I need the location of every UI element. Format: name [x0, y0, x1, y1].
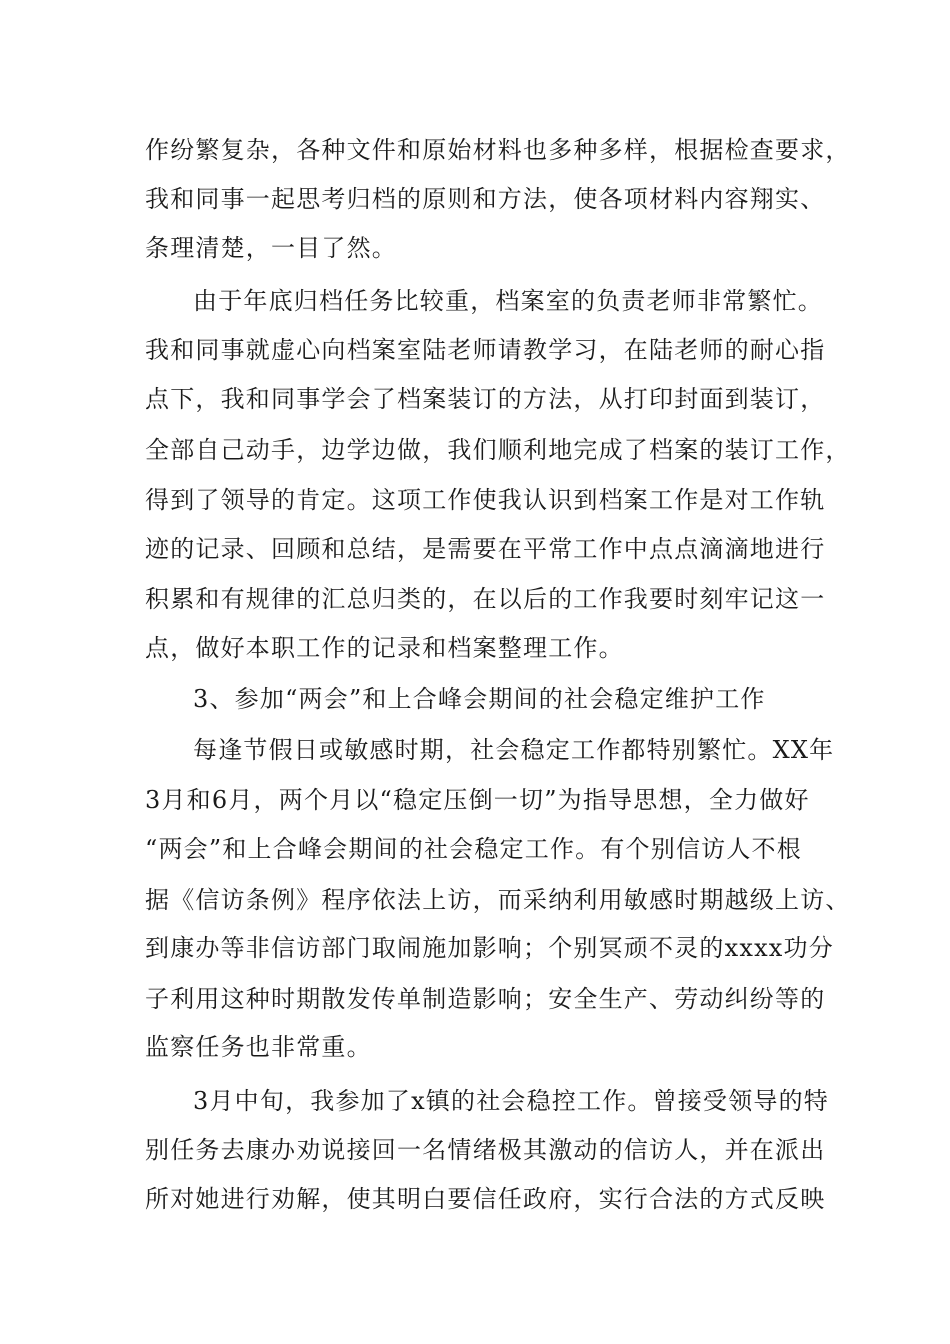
text-line: “两会”和上合峰会期间的社会稳定工作。有个别信访人不根 [145, 835, 802, 863]
text-line: 到康办等非信访部门取闹施加影响；个别冥顽不灵的xxxx功分 [145, 934, 834, 962]
text-line: 点，做好本职工作的记录和档案整理工作。 [145, 634, 624, 662]
section-heading: 3、参加“两会”和上合峰会期间的社会稳定维护工作 [193, 685, 766, 713]
paragraph-start-line: 由于年底归档任务比较重，档案室的负责老师非常繁忙。 [193, 287, 823, 315]
text-line: 据《信访条例》程序依法上访，而采纳利用敏感时期越级上访、 [145, 886, 851, 914]
paragraph-start-line: 3月中旬，我参加了x镇的社会稳控工作。曾接受领导的特 [193, 1087, 830, 1115]
text-line: 监察任务也非常重。 [145, 1033, 372, 1061]
text-line: 条理清楚，一目了然。 [145, 234, 397, 262]
text-line: 子利用这种时期散发传单制造影响；安全生产、劳动纠纷等的 [145, 985, 826, 1013]
text-line: 作纷繁复杂，各种文件和原始材料也多种多样，根据检查要求， [145, 136, 851, 164]
text-line: 我和同事就虚心向档案室陆老师请教学习，在陆老师的耐心指 [145, 336, 826, 364]
text-line: 所对她进行劝解，使其明白要信任政府，实行合法的方式反映 [145, 1185, 826, 1213]
text-line: 得到了领导的肯定。这项工作使我认识到档案工作是对工作轨 [145, 486, 826, 514]
text-line: 我和同事一起思考归档的原则和方法，使各项材料内容翔实、 [145, 185, 826, 213]
paragraph-start-line: 每逢节假日或敏感时期，社会稳定工作都特别繁忙。XX年 [193, 736, 835, 764]
text-line: 点下，我和同事学会了档案装订的方法，从打印封面到装订， [145, 385, 826, 413]
text-line: 全部自己动手，边学边做，我们顺利地完成了档案的装订工作， [145, 436, 851, 464]
text-line: 3月和6月，两个月以“稳定压倒一切”为指导思想，全力做好 [145, 786, 810, 814]
text-line: 别任务去康办劝说接回一名情绪极其激动的信访人，并在派出 [145, 1136, 826, 1164]
text-line: 积累和有规律的汇总归类的，在以后的工作我要时刻牢记这一 [145, 585, 826, 613]
text-line: 迹的记录、回顾和总结，是需要在平常工作中点点滴滴地进行 [145, 535, 826, 563]
